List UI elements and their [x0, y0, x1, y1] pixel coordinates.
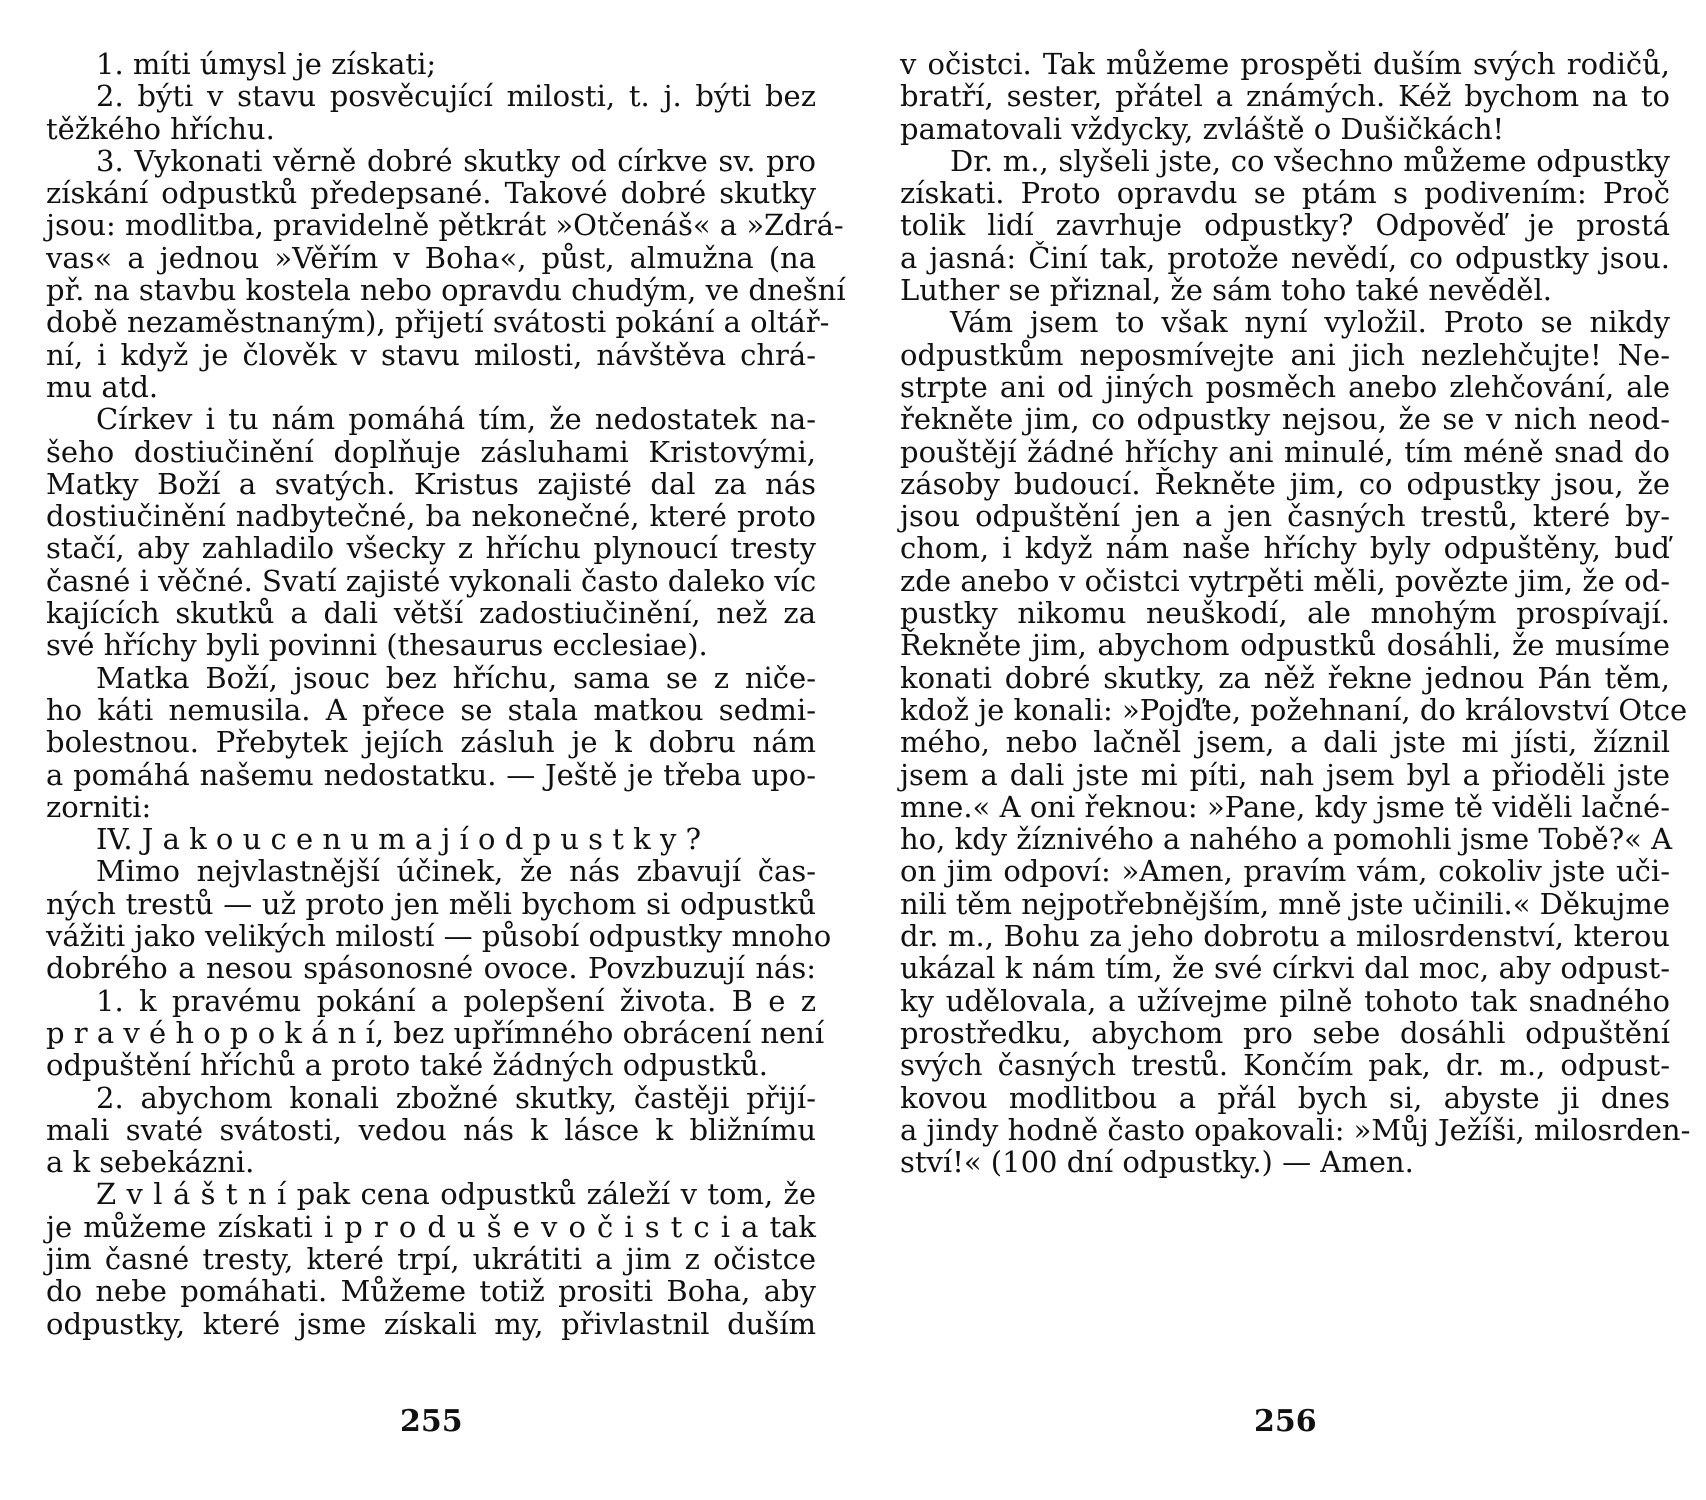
- text-line: kovou modlitbou a přál bych si, abyste ji dnes: [900, 1080, 1670, 1115]
- text-line: Luther se přiznal, že sám toho také nevěděl.: [900, 273, 1552, 308]
- text-line: bolestnou. Přebytek jejích zásluh je k dobru nám: [46, 725, 816, 760]
- text-line: on jim odpoví: »Amen, pravím vám, cokoliv jste uči-: [900, 854, 1670, 889]
- text-line: ní, i když je člověk v stavu milosti, návštěva chrá-: [46, 337, 816, 372]
- text-line: dr. m., Bohu za jeho dobrotu a milosrdenství, kterou: [900, 919, 1670, 954]
- text-line: těžkého hříchu.: [46, 111, 275, 146]
- text-line: a k sebekázni.: [46, 1145, 255, 1180]
- text-line: jsou odpuštění jen a jen časných trestů, které by-: [900, 499, 1670, 534]
- text-line: časné i věčné. Svatí zajisté vykonali často daleko víc: [46, 563, 817, 598]
- text-line: konati dobré skutky, za něž řekne jednou Pán těm,: [900, 660, 1670, 695]
- text-line: svých časných trestů. Končím pak, dr. m., odpust-: [900, 1048, 1670, 1083]
- text-line: mali svaté svátosti, vedou nás k lásce k bližnímu: [46, 1112, 816, 1147]
- text-line: Řekněte jim, abychom odpustků dosáhli, že musíme: [900, 628, 1670, 663]
- text-line: Matka Boží, jsouc bez hříchu, sama se z niče-: [96, 660, 816, 695]
- text-line: dobrého a nesou spásonosné ovoce. Povzbuzují nás:: [46, 951, 816, 986]
- text-line: 1. míti úmysl je získati;: [96, 47, 437, 81]
- text-line: mne.« A oni řeknou: »Pane, kdy jsme tě viděli lačné-: [900, 789, 1670, 824]
- text-line: IV. J a k o u c e n u m a j í o d p u s t k y ?: [96, 822, 702, 857]
- text-line: prostředku, abychom pro sebe dosáhli odpuštění: [900, 1015, 1670, 1050]
- text-line: řekněte jim, co odpustky nejsou, že se v nich neod-: [900, 402, 1670, 437]
- text-line: v očistci. Tak můžeme prospěti duším svých rodičů,: [900, 47, 1670, 81]
- text-line: ukázal k nám tím, že své církvi dal moc, aby odpust-: [900, 951, 1670, 986]
- text-line: vas« a jednou »Věřím v Boha«, půst, almužna (na: [46, 240, 816, 275]
- text-line: zásoby budoucí. Řekněte jim, co odpustky jsou, že: [900, 466, 1670, 501]
- text-line: Vám jsem to však nyní vyložil. Proto se nikdy: [950, 305, 1670, 340]
- text-line: a jindy hodně často opakovali: »Můj Ježíši, milosrden-: [900, 1112, 1691, 1147]
- text-line: kajících skutků a dali větší zadostiučinění, než za: [46, 596, 816, 631]
- left-page-text: [46, 47, 846, 1341]
- text-line: dostiučinění nadbytečné, ba nekonečné, které proto: [46, 499, 816, 534]
- text-line: šeho dostiučinění doplňuje zásluhami Kristovými,: [46, 434, 816, 469]
- text-line: do nebe pomáhati. Můžeme totiž prositi Boha, aby: [46, 1274, 816, 1309]
- text-line: ky udělovala, a užívejme pilně tohoto tak snadného: [900, 983, 1670, 1018]
- text-line: 2. abychom konali zbožné skutky, častěji přijí-: [96, 1080, 816, 1115]
- text-line: 2. býti v stavu posvěcující milosti, t. j. býti bez: [96, 79, 816, 114]
- text-line: jsou: modlitba, pravidelně pětkrát »Otčenáš« a »Zdrá-: [46, 208, 844, 243]
- text-line: mého, nebo lačněl jsem, a dali jste mi jísti, žíznil: [900, 725, 1670, 760]
- text-line: pamatovali vždycky, zvláště o Dušičkách!: [900, 111, 1505, 146]
- text-line: tolik lidí zavrhuje odpustky? Odpověď je prostá: [900, 208, 1670, 243]
- text-line: Matky Boží a svatých. Kristus zajisté dal za nás: [46, 466, 816, 501]
- text-line: jsem a dali jste mi píti, nah jsem byl a přioděli jste: [900, 757, 1670, 792]
- text-line: př. na stavbu kostela nebo opravdu chudým, ve dnešní: [46, 273, 846, 308]
- text-line: a pomáhá našemu nedostatku. — Ještě je třeba upo-: [46, 757, 816, 792]
- text-line: své hříchy byli povinni (thesaurus ecclesiae).: [46, 628, 708, 663]
- text-line: odpuštění hříchů a proto také žádných odpustků.: [46, 1048, 768, 1083]
- text-line: Dr. m., slyšeli jste, co všechno můžeme odpustky: [950, 143, 1670, 178]
- text-line: vážiti jako velikých milostí — působí odpustky mnoho: [46, 919, 832, 954]
- text-line: stačí, aby zahladilo všecky z hříchu plynoucí tresty: [46, 531, 816, 566]
- text-line: Mimo nejvlastnější účinek, že nás zbavují čas-: [96, 854, 816, 889]
- text-line: Z v l á š t n í pak cena odpustků záleží v tom, že: [96, 1177, 816, 1212]
- text-line: době nezaměstnaným), přijetí svátosti pokání a oltář-: [46, 305, 830, 340]
- text-line: strpte ani od jiných posměch anebo zlehčování, ale: [900, 369, 1670, 404]
- text-line: kdož je konali: »Pojďte, požehnaní, do království Otce: [900, 692, 1688, 727]
- text-line: pustky nikomu neuškodí, ale mnohým prospívají.: [900, 596, 1670, 631]
- text-line: získati. Proto opravdu se ptám s podivením: Proč: [900, 176, 1670, 211]
- text-line: chom, i když nám naše hříchy byly odpuštěny, buď: [900, 531, 1670, 566]
- right-page-text: [900, 47, 1691, 1180]
- text-line: mu atd.: [46, 369, 159, 404]
- text-line: a jasná: Činí tak, protože nevědí, co odpustky jsou.: [900, 240, 1670, 275]
- text-line: Církev i tu nám pomáhá tím, že nedostatek na-: [96, 402, 816, 437]
- text-line: odpustky, které jsme získali my, přivlastnil duším: [46, 1306, 816, 1341]
- text-line: nili těm nejpotřebnějším, mně jste učinili.« Děkujme: [900, 886, 1670, 921]
- text-line: bratří, sester, přátel a známých. Kéž bychom na to: [900, 79, 1670, 114]
- text-line: odpustkům neposmívejte ani jich nezlehčujte! Ne-: [900, 337, 1670, 372]
- text-line: 3. Vykonati věrně dobré skutky od církve sv. pro: [96, 143, 816, 178]
- text-line: získání odpustků předepsané. Takové dobré skutky: [46, 176, 816, 211]
- text-line: 1. k pravému pokání a polepšení života. B e z: [96, 983, 816, 1018]
- text-line: ných trestů — už proto jen měli bychom si odpustků: [46, 886, 816, 921]
- text-line: zde anebo v očistci vytrpěti měli, povězte jim, že od-: [900, 563, 1670, 598]
- text-line: je můžeme získati i p r o d u š e v o č i s t c i a tak: [46, 1209, 816, 1244]
- text-line: p r a v é h o p o k á n í, bez upřímného obrácení není: [46, 1015, 825, 1050]
- text-line: pouštějí žádné hříchy ani minulé, tím méně snad do: [900, 434, 1670, 469]
- left-page-number: 255: [400, 1404, 463, 1439]
- text-line: ho káti nemusila. A přece se stala matkou sedmi-: [46, 692, 816, 727]
- text-line: ství!« (100 dní odpustky.) — Amen.: [900, 1145, 1414, 1180]
- text-line: zorniti:: [46, 789, 152, 824]
- right-page-number: 256: [1254, 1404, 1317, 1439]
- text-line: ho, kdy žíznivého a nahého a pomohli jsme Tobě?« A: [900, 822, 1673, 857]
- text-line: jim časné tresty, které trpí, ukrátiti a jim z očistce: [46, 1241, 816, 1276]
